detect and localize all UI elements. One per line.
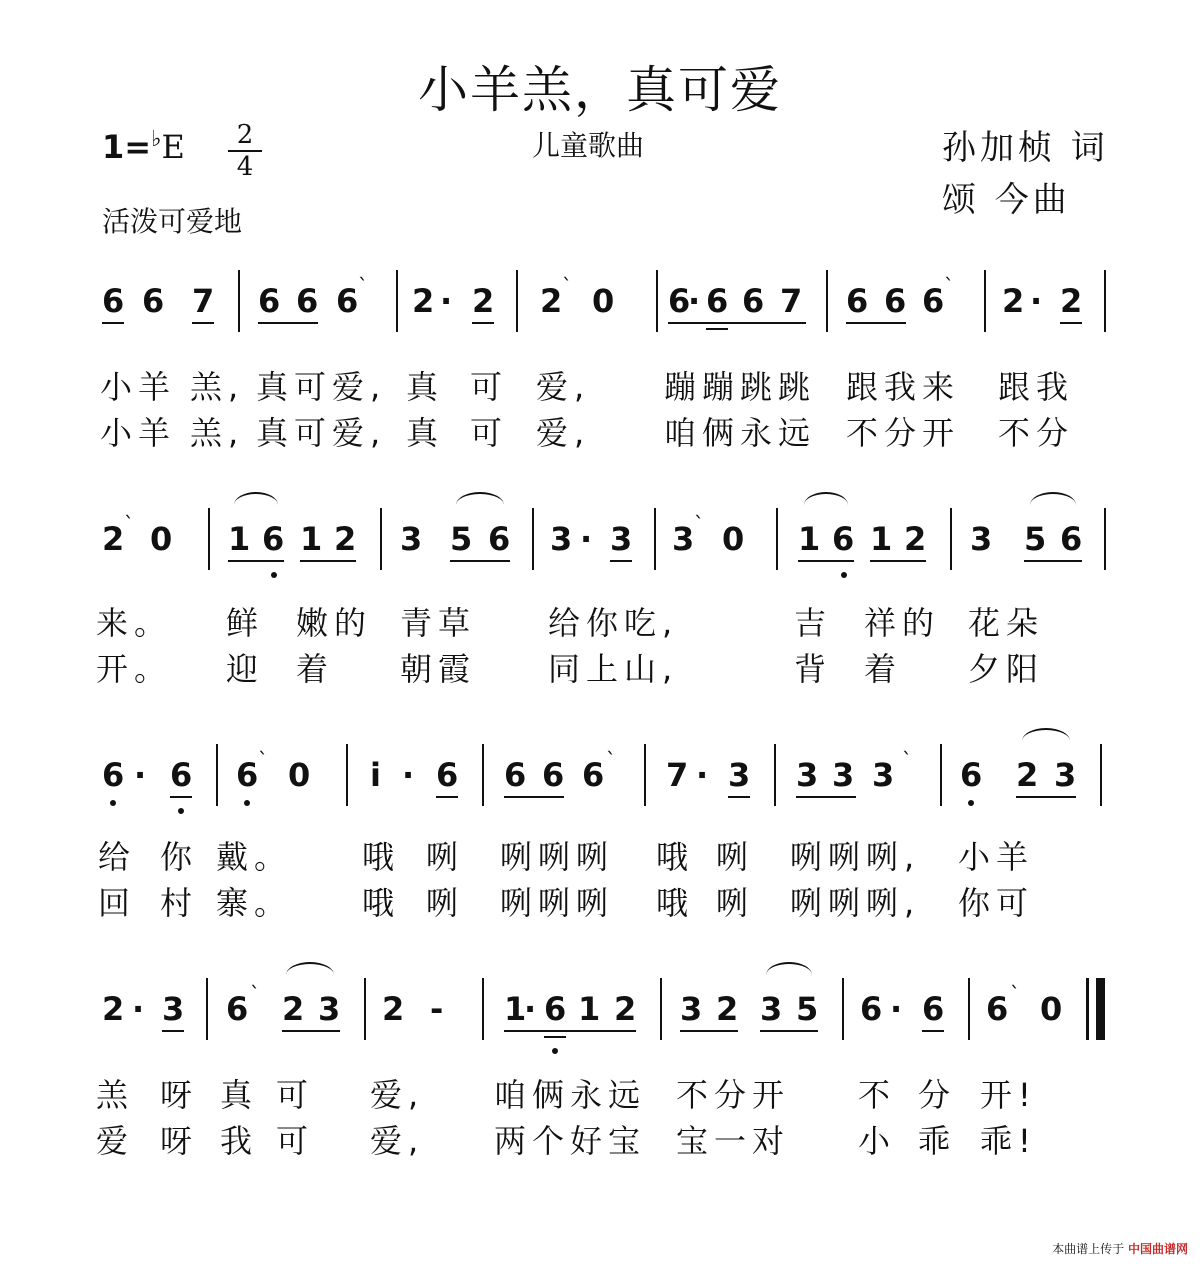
lyric-word: 咧咧咧,: [790, 838, 921, 876]
note: 2: [382, 990, 405, 1028]
note: 6: [860, 990, 883, 1028]
note: 1: [578, 990, 601, 1028]
note: 2: [904, 520, 927, 558]
lyric-word: 真: [406, 368, 445, 406]
notation-row-2: 2 ˋ 0 1 6 1 2 3 5 6 3 · 3 3 ˋ 0 1 6 1 2 3 5 6: [0, 508, 1200, 578]
note: 6: [226, 990, 249, 1028]
note: 2: [102, 520, 125, 558]
lyric-word: 你: [160, 838, 199, 876]
lyric-word: 你可: [958, 884, 1035, 922]
note: ·: [1030, 282, 1043, 320]
note: 2: [540, 282, 563, 320]
note: 6: [102, 282, 125, 320]
lyric-word: 跟我来: [846, 368, 961, 406]
lyric-word: 哦: [656, 884, 695, 922]
note: 7: [666, 756, 689, 794]
note: 3: [162, 990, 185, 1028]
note: 2: [716, 990, 739, 1028]
lyric-word: 可: [470, 414, 509, 452]
note: 1: [870, 520, 893, 558]
lyric-word: 可: [470, 368, 509, 406]
lyric-word: 来。: [96, 604, 173, 642]
lyric-line-3a: [0, 832, 1200, 876]
note: 1: [504, 990, 527, 1028]
note: 2: [1016, 756, 1039, 794]
site-logo-icon[interactable]: 中国曲谱网: [1127, 1242, 1188, 1256]
note: 5: [796, 990, 819, 1028]
lyric-word: 真: [220, 1076, 259, 1114]
meter-bottom: 4: [236, 152, 254, 182]
note: 6: [262, 520, 285, 558]
lyric-word: 乖!: [980, 1122, 1037, 1160]
lyric-word: 蹦蹦跳跳: [664, 368, 817, 406]
note: 0: [150, 520, 173, 558]
note: 6: [236, 756, 259, 794]
lyric-word: 咧: [716, 884, 755, 922]
note: 7: [780, 282, 803, 320]
note: 3: [728, 756, 751, 794]
note: 2: [614, 990, 637, 1028]
note: 2: [1002, 282, 1025, 320]
lyric-word: 青草: [400, 604, 477, 642]
note: 3: [610, 520, 633, 558]
lyric-word: 着: [296, 650, 335, 688]
lyric-word: 乖: [918, 1122, 957, 1160]
note: 3: [400, 520, 423, 558]
lyric-word: 小羊: [958, 838, 1035, 876]
lyric-line-4a: [0, 1070, 1200, 1114]
note: 1: [798, 520, 821, 558]
note: 3: [796, 756, 819, 794]
composer-credit: 颂 今曲: [942, 180, 1071, 220]
lyric-word: 不分: [998, 414, 1075, 452]
lyric-word: 呀: [160, 1122, 199, 1160]
lyric-word: 爱: [96, 1122, 135, 1160]
lyric-word: 同上山,: [548, 650, 679, 688]
note: 5: [1024, 520, 1047, 558]
note: 6: [504, 756, 527, 794]
meter-top: 2: [236, 120, 254, 150]
page-title: 小羊羔，真可爱: [418, 61, 782, 119]
lyric-word: 给: [98, 838, 137, 876]
footer-credit: [1052, 1240, 1188, 1257]
genre-label: 儿童歌曲: [532, 129, 645, 162]
note: 6: [846, 282, 869, 320]
lyric-word: 哦: [656, 838, 695, 876]
note: 6: [832, 520, 855, 558]
note: 3: [1054, 756, 1077, 794]
lyric-word: 咧咧咧: [500, 884, 615, 922]
note: 6: [296, 282, 319, 320]
lyric-word: 羔,: [190, 368, 245, 406]
note: 6: [488, 520, 511, 558]
lyric-word: 可: [276, 1122, 315, 1160]
lyric-word: 寨。: [216, 884, 293, 922]
lyric-word: 咱俩永远: [494, 1076, 647, 1114]
note: 2: [102, 990, 125, 1028]
lyric-line-2a: [0, 598, 1200, 642]
note: 6: [1060, 520, 1083, 558]
lyric-word: 咧: [426, 884, 465, 922]
note: ·: [890, 990, 903, 1028]
note: 3: [760, 990, 783, 1028]
lyric-word: 真: [406, 414, 445, 452]
note: 3: [680, 990, 703, 1028]
note: ·: [440, 282, 453, 320]
lyric-word: 分: [918, 1076, 957, 1114]
lyric-word: 吉: [794, 604, 833, 642]
key-note: E: [161, 128, 185, 166]
note: 6: [258, 282, 281, 320]
note: 3: [832, 756, 855, 794]
lyric-word: 嫩的: [296, 604, 373, 642]
lyric-line-2b: [0, 644, 1200, 688]
note: 6: [986, 990, 1009, 1028]
lyric-word: 跟我: [998, 368, 1075, 406]
note: ·: [524, 990, 537, 1028]
note: 6: [706, 282, 729, 320]
lyric-word: 可: [276, 1076, 315, 1114]
note: 3: [550, 520, 573, 558]
note: 2: [334, 520, 357, 558]
note: 3: [672, 520, 695, 558]
lyric-word: 村: [160, 884, 199, 922]
lyric-word: 爱,: [536, 368, 591, 406]
note: 6: [922, 990, 945, 1028]
lyric-word: 小羊: [100, 368, 177, 406]
key-prefix: 1=: [102, 128, 152, 166]
lyric-word: 哦: [362, 838, 401, 876]
lyric-word: 小羊: [100, 414, 177, 452]
note: 2: [472, 282, 495, 320]
lyric-word: 花朵: [968, 604, 1045, 642]
lyric-word: 宝一对: [676, 1122, 791, 1160]
lyric-word: 回: [98, 884, 137, 922]
lyric-line-1a: [0, 362, 1200, 406]
lyric-word: 咱俩永远: [664, 414, 817, 452]
notation-row-3: 6 · 6 6 ˋ 0 i · 6 6 6 6 ˋ 7 · 3 3 3 3 ˋ 6 2 3: [0, 744, 1200, 814]
notation-row-4: 2 · 3 6 ˋ 2 3 2 - 1 · 6 1 2 3 2 3 5 6 · 6 6 ˋ 0: [0, 978, 1200, 1048]
lyric-word: 羔,: [190, 414, 245, 452]
lyric-word: 夕阳: [968, 650, 1045, 688]
note: 7: [192, 282, 215, 320]
note: 6: [668, 282, 691, 320]
note: 0: [1040, 990, 1063, 1028]
lyric-word: 迎: [226, 650, 265, 688]
lyric-word: 羔: [96, 1076, 135, 1114]
note: 5: [450, 520, 473, 558]
note: 2: [282, 990, 305, 1028]
lyric-word: 爱,: [536, 414, 591, 452]
note: 2: [1060, 282, 1083, 320]
note: 1: [228, 520, 251, 558]
lyric-word: 真可爱,: [256, 368, 387, 406]
notation-row-1: 6 6 7 6 6 6 ˋ 2 · 2 2 ˋ 0 6 · 6 6 7 6 6 6 ˋ 2 · 2: [0, 270, 1200, 340]
lyric-word: 着: [864, 650, 903, 688]
note: 6: [582, 756, 605, 794]
lyric-word: 不分开: [846, 414, 961, 452]
lyric-word: 戴。: [216, 838, 293, 876]
lyric-word: 小: [858, 1122, 897, 1160]
note: -: [430, 990, 444, 1028]
lyric-word: 给你吃,: [548, 604, 679, 642]
note: ·: [132, 990, 145, 1028]
note: ·: [688, 282, 701, 320]
time-signature: [228, 122, 262, 180]
lyric-line-4b: [0, 1116, 1200, 1160]
note: 6: [102, 756, 125, 794]
flat-symbol: ♭: [151, 127, 162, 152]
note: 6: [742, 282, 765, 320]
note: i: [370, 756, 381, 794]
lyric-word: 呀: [160, 1076, 199, 1114]
note: 6: [336, 282, 359, 320]
lyric-word: 朝霞: [400, 650, 477, 688]
note: 6: [542, 756, 565, 794]
note: ·: [580, 520, 593, 558]
lyric-word: 咧咧咧,: [790, 884, 921, 922]
note: 2: [412, 282, 435, 320]
lyric-word: 咧咧咧: [500, 838, 615, 876]
footer-text: 本曲谱上传于: [1052, 1242, 1125, 1256]
lyric-line-3b: [0, 878, 1200, 922]
lyric-word: 鲜: [226, 604, 265, 642]
lyric-word: 我: [220, 1122, 259, 1160]
note: ·: [134, 756, 147, 794]
note: 6: [960, 756, 983, 794]
lyric-word: 两个好宝: [494, 1122, 647, 1160]
note: 0: [722, 520, 745, 558]
note: 3: [872, 756, 895, 794]
note: 6: [170, 756, 193, 794]
note: 1: [300, 520, 323, 558]
lyric-word: 哦: [362, 884, 401, 922]
note: ·: [402, 756, 415, 794]
note: 0: [288, 756, 311, 794]
lyric-word: 咧: [716, 838, 755, 876]
note: ·: [696, 756, 709, 794]
lyric-word: 祥的: [864, 604, 941, 642]
note: 6: [544, 990, 567, 1028]
key-signature: [102, 128, 185, 166]
tempo-marking: 活泼可爱地: [102, 205, 243, 238]
note: 6: [142, 282, 165, 320]
lyric-word: 爱,: [370, 1076, 425, 1114]
lyric-word: 开!: [980, 1076, 1037, 1114]
lyric-line-1b: [0, 408, 1200, 452]
note: 6: [922, 282, 945, 320]
lyric-word: 咧: [426, 838, 465, 876]
lyric-word: 不分开: [676, 1076, 791, 1114]
lyricist-credit: 孙加桢 词: [942, 128, 1109, 168]
lyric-word: 开。: [96, 650, 173, 688]
lyric-word: 不: [858, 1076, 897, 1114]
lyric-word: 背: [794, 650, 833, 688]
note: 3: [970, 520, 993, 558]
note: 6: [436, 756, 459, 794]
note: 3: [318, 990, 341, 1028]
note: 6: [884, 282, 907, 320]
lyric-word: 真可爱,: [256, 414, 387, 452]
note: 0: [592, 282, 615, 320]
lyric-word: 爱,: [370, 1122, 425, 1160]
